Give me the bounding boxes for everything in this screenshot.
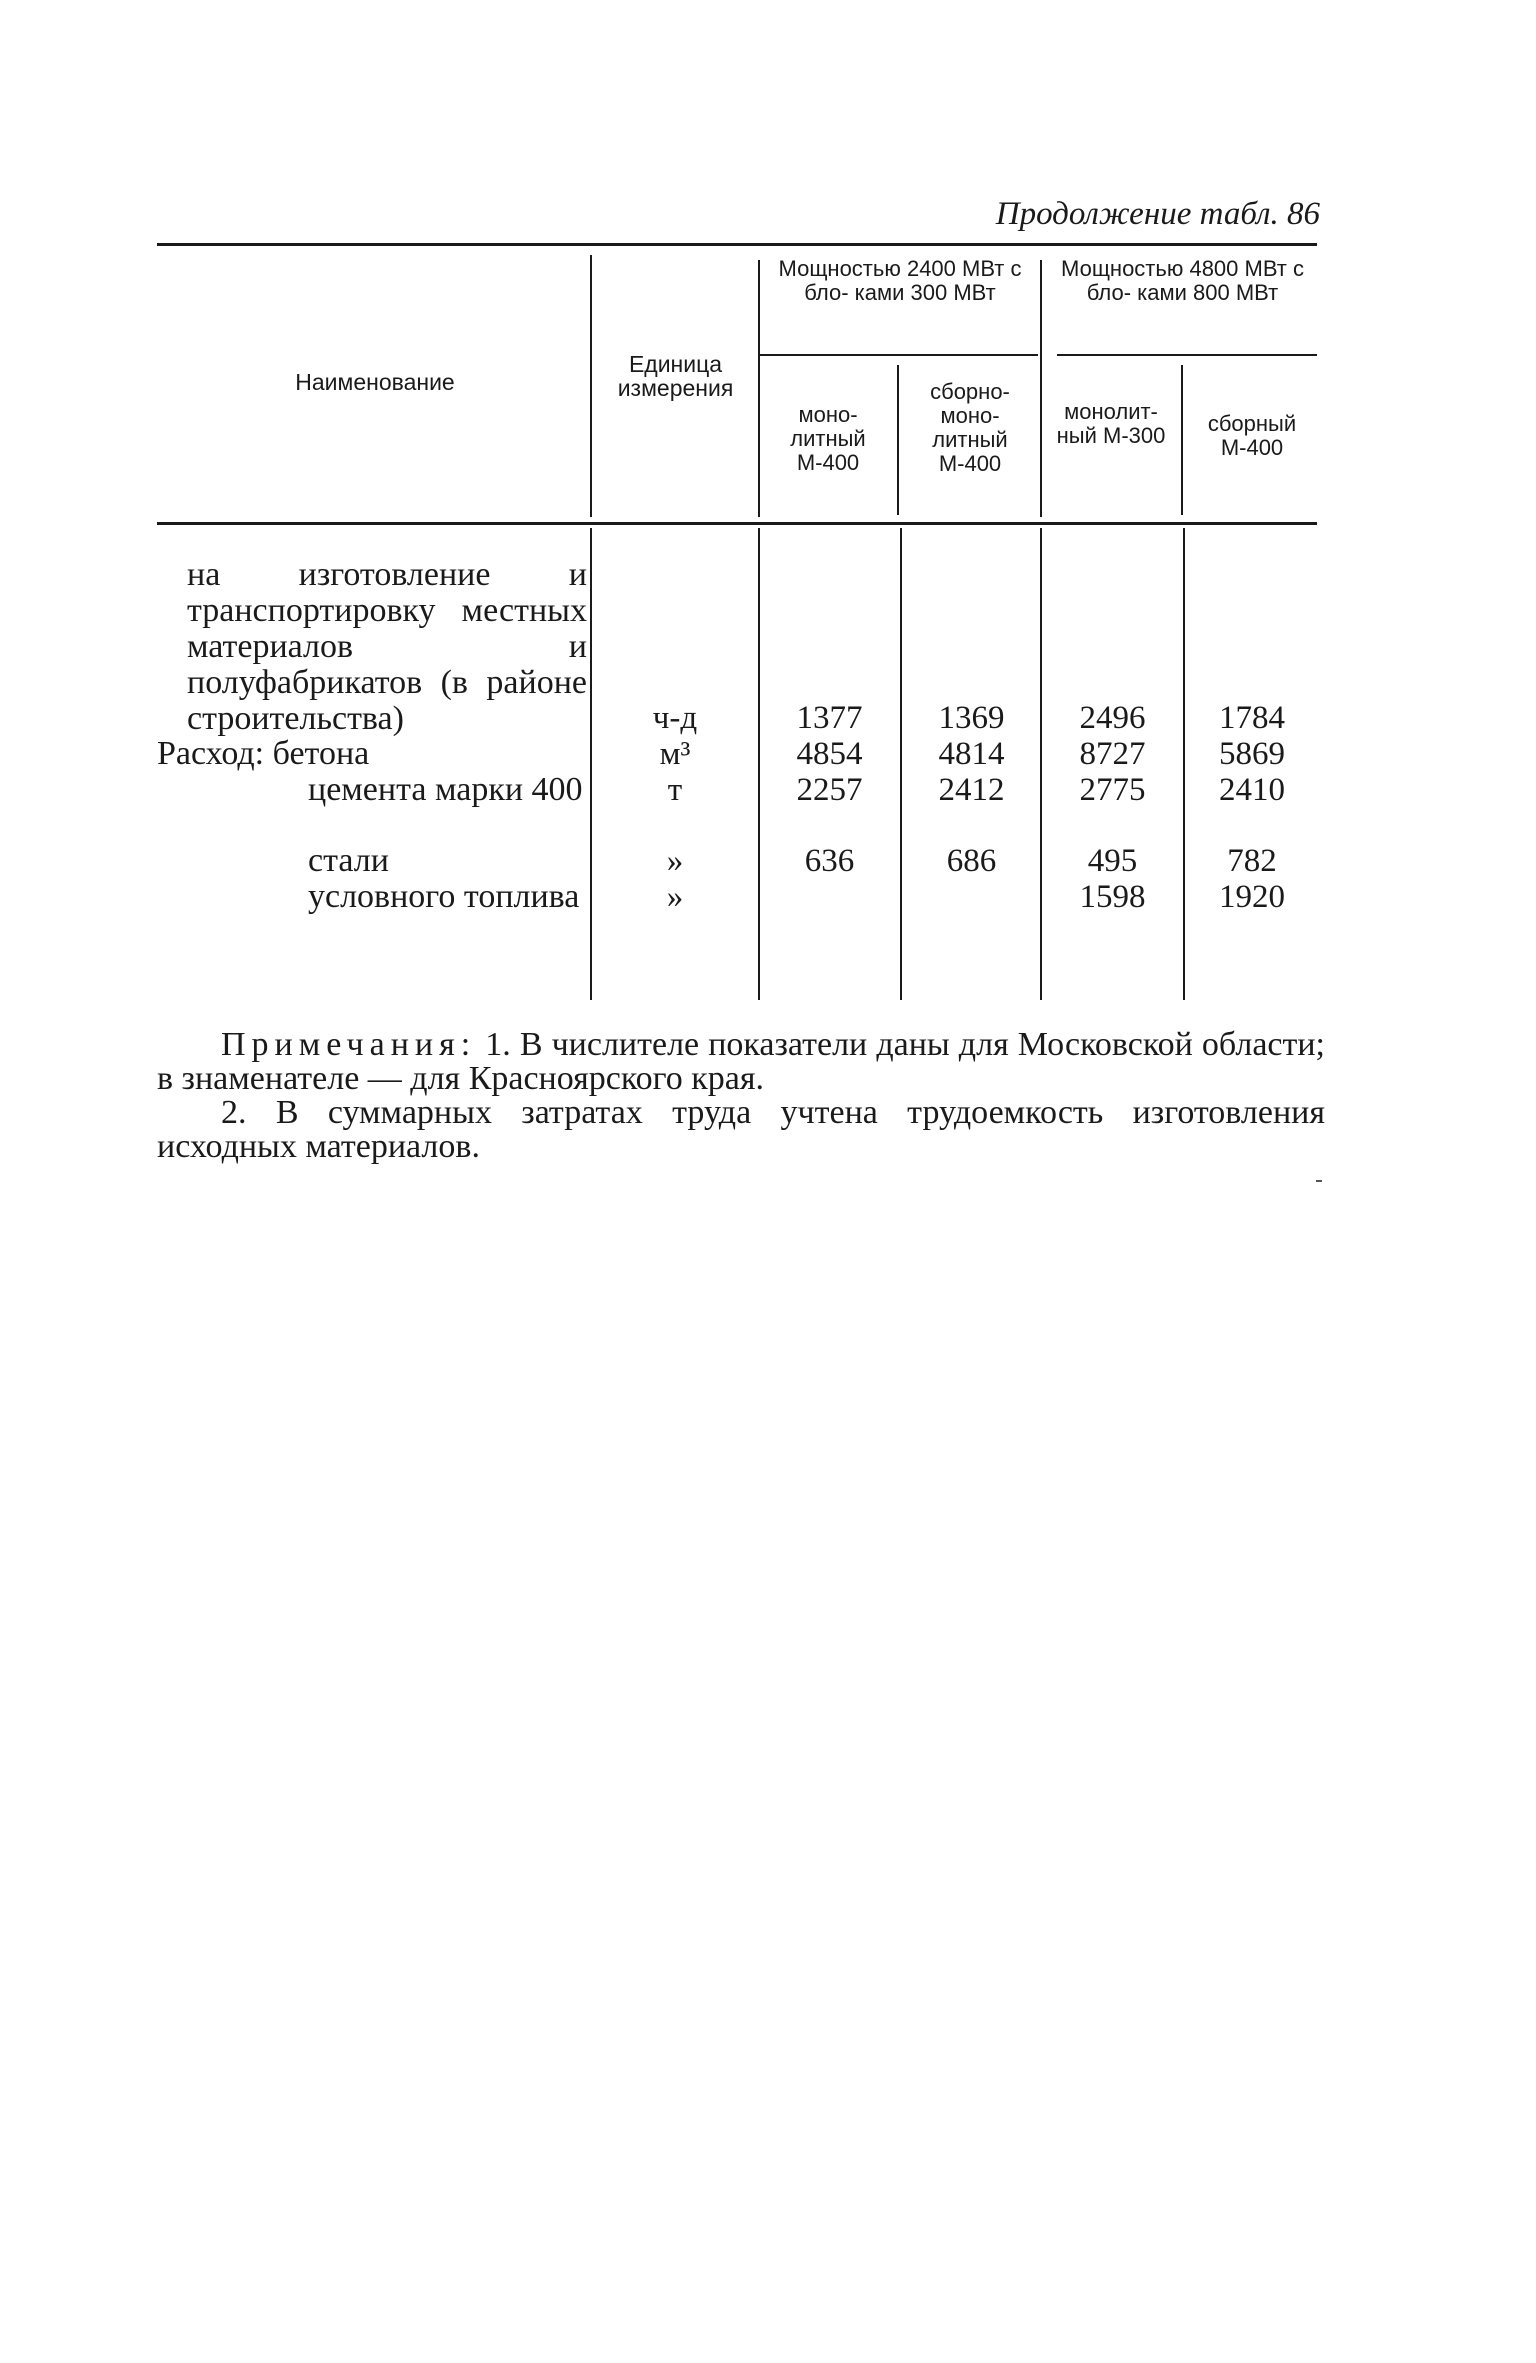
note-1 [157, 1028, 1325, 1096]
divider-unit-group1-header [758, 260, 760, 517]
divider-sub1-sub2-header [897, 365, 899, 515]
row-concrete-c3: 8727 [1079, 736, 1146, 772]
row-fuel-c4: 1920 [1219, 879, 1285, 915]
table-caption: Продолжение табл. 86 [995, 196, 1320, 232]
row-concrete-c2: 4814 [938, 736, 1005, 772]
header-unit: Единица измерения [617, 351, 734, 401]
row-steel-name: стали [308, 842, 389, 879]
divider-name-unit-header [590, 255, 592, 517]
header-sub-prefab-m400: сборный М-400 [1207, 411, 1297, 460]
group1-underline [760, 354, 1038, 356]
header-sub-prefab-monolithic-m400: сборно- моно- литный М-400 [930, 379, 1010, 476]
row-fuel-name: условного топлива [308, 878, 580, 915]
divider-sub3-sub4-header [1181, 365, 1183, 515]
row-concrete-unit: м³ [659, 736, 691, 772]
row-cement-c1: 2257 [796, 772, 863, 808]
row-labour-name: на изготовление и транспортировку местных материалов и полуфабрикатов (в районе строительства) [187, 556, 587, 737]
row-cement-unit: т [667, 772, 683, 808]
group2-underline [1057, 354, 1317, 356]
row-cement-c2: 2412 [938, 772, 1005, 808]
divider-c1-c2-body [900, 528, 902, 1000]
scan-speck [1316, 1180, 1322, 1182]
row-labour-c2: 1369 [938, 700, 1005, 736]
row-cement-name: цемента марки 400 [308, 771, 583, 808]
row-steel-c3: 495 [1087, 843, 1138, 879]
header-bottom-rule [157, 522, 1317, 525]
header-sub-monolithic-m300: монолит- ный М-300 [1056, 399, 1166, 448]
notes-label: Примечания: [221, 1026, 477, 1063]
note-1-text: 1. В числителе показатели даны для Московской области; в знаменателе — для Красноярского края. [157, 1026, 1325, 1097]
row-concrete-c4: 5869 [1219, 736, 1285, 772]
divider-group1-group2-header [1040, 260, 1042, 517]
row-labour-unit: ч-д [652, 700, 698, 736]
divider-c3-c4-body [1183, 528, 1185, 1000]
row-fuel-c3: 1598 [1079, 879, 1146, 915]
divider-name-unit-body [590, 528, 592, 1000]
row-fuel-unit: » [666, 879, 684, 915]
row-steel-c4: 782 [1227, 843, 1277, 879]
row-labour-c4: 1784 [1219, 700, 1285, 736]
header-sub-monolithic-m400: моно- литный М-400 [790, 402, 866, 475]
row-concrete-c1: 4854 [796, 736, 863, 772]
row-steel-unit: » [666, 843, 684, 879]
row-steel-c1: 636 [804, 843, 855, 879]
divider-c2-c3-body [1040, 528, 1042, 1000]
row-concrete-name: Расход: бетона [157, 735, 370, 772]
header-group1: Мощностью 2400 МВт с бло- ками 300 МВт [778, 256, 1022, 305]
header-name: Наименование [295, 369, 455, 395]
notes-block [157, 1028, 1325, 1164]
row-cement-c3: 2775 [1079, 772, 1146, 808]
header-group2: Мощностью 4800 МВт с бло- ками 800 МВт [1061, 256, 1304, 305]
row-steel-c2: 686 [946, 843, 997, 879]
divider-unit-c1-body [758, 528, 760, 1000]
table-top-rule [157, 243, 1317, 246]
note-2: 2. В суммарных затратах труда учтена трудоемкость изготовления исходных материалов. [157, 1094, 1325, 1165]
row-labour-c3: 2496 [1079, 700, 1146, 736]
row-labour-c1: 1377 [796, 700, 863, 736]
row-cement-c4: 2410 [1219, 772, 1285, 808]
